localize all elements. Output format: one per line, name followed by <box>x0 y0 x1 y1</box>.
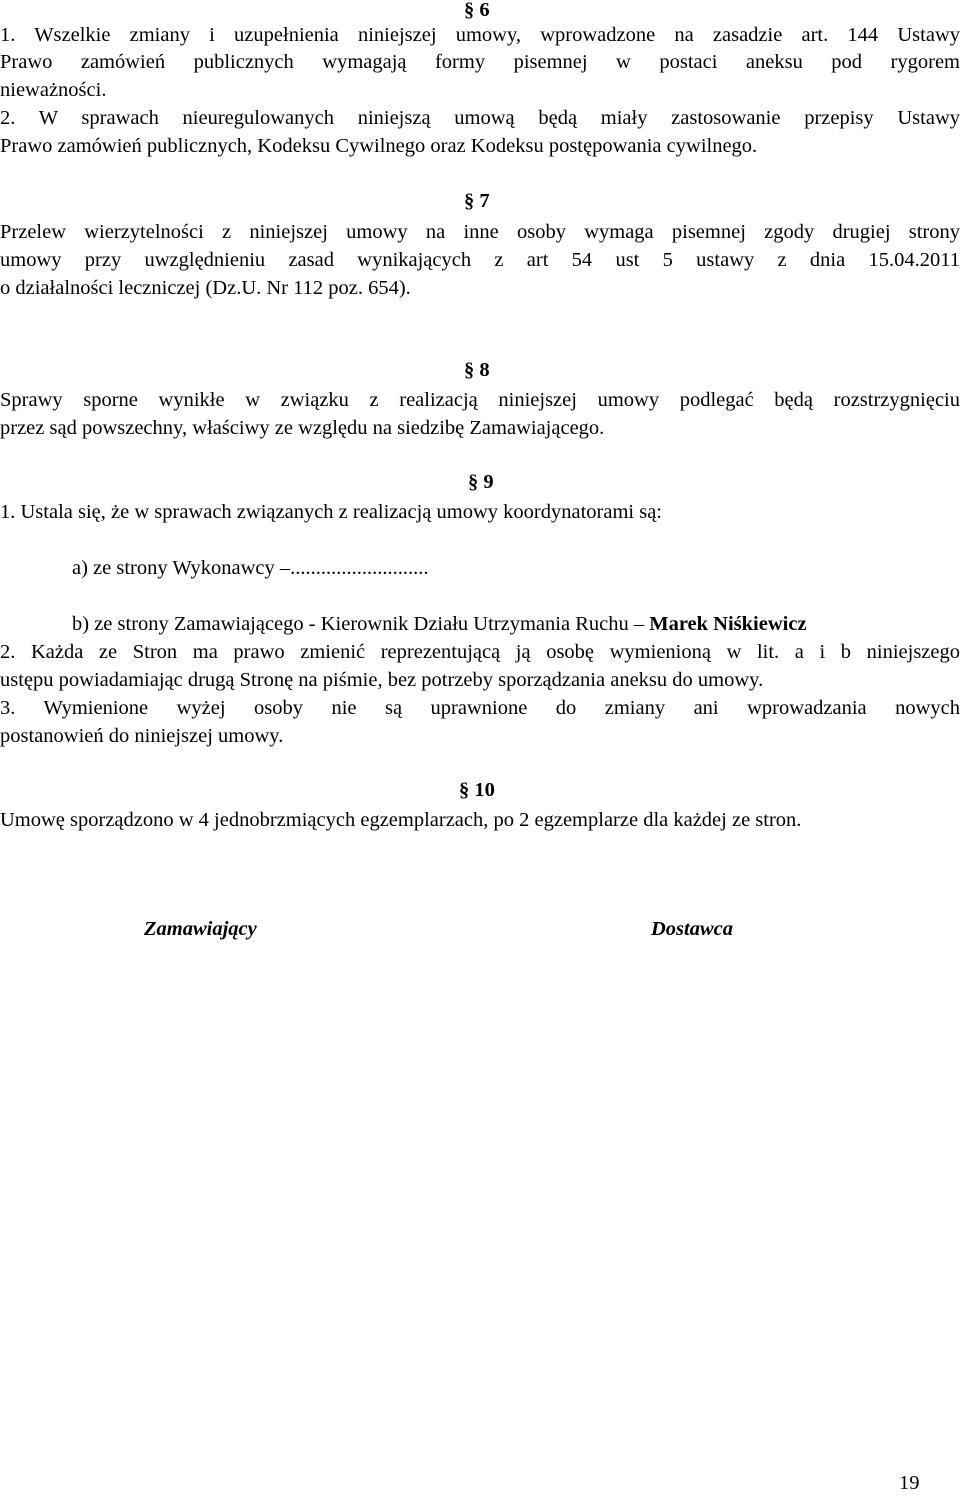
coordinator-name: Marek Niśkiewicz <box>649 613 807 635</box>
section-7-heading: § 7 <box>464 190 490 212</box>
section-9-point-2-line-2: ustępu powiadamiając drugą Stronę na piśmie, bez potrzeby sporządzania aneksu do umowy. <box>0 669 764 691</box>
section-6-point-1-line-2: Prawo zamówień publicznych wymagają formy pisemnej w postaci aneksu pod rygorem <box>0 51 960 73</box>
section-9-item-b <box>72 611 807 638</box>
section-6-point-2-line-2: Prawo zamówień publicznych, Kodeksu Cywilnego oraz Kodeksu postępowania cywilnego. <box>0 135 758 157</box>
page-number: 19 <box>899 1472 920 1494</box>
section-9-heading: § 9 <box>468 471 494 493</box>
section-6-point-1-line-1: 1. Wszelkie zmiany i uzupełnienia niniejszej umowy, wprowadzone na zasadzie art. 144 Ustawy <box>0 24 960 46</box>
section-9-point-1: 1. Ustala się, że w sprawach związanych z realizacją umowy koordynatorami są: <box>0 501 662 523</box>
section-8-heading: § 8 <box>464 359 490 381</box>
section-9-item-b-text: b) ze strony Zamawiającego - Kierownik Działu Utrzymania Ruchu – <box>72 613 650 635</box>
signature-supplier: Dostawca <box>651 918 733 940</box>
section-6-heading: § 6 <box>464 0 490 21</box>
section-9-point-3-line-2: postanowień do niniejszej umowy. <box>0 725 284 747</box>
section-7-line-3: o działalności leczniczej (Dz.U. Nr 112 poz. 654). <box>0 277 411 299</box>
section-9-point-2-line-1: 2. Każda ze Stron ma prawo zmienić reprezentującą ją osobę wymienioną w lit. a i b niniejszego <box>0 641 960 663</box>
section-9-point-3-line-1: 3. Wymienione wyżej osoby nie są uprawnione do zmiany ani wprowadzania nowych <box>0 697 960 719</box>
section-10-line-1: Umowę sporządzono w 4 jednobrzmiących egzemplarzach, po 2 egzemplarze dla każdej ze stron. <box>0 809 802 831</box>
section-7-line-1: Przelew wierzytelności z niniejszej umowy na inne osoby wymaga pisemnej zgody drugiej strony <box>0 221 960 243</box>
section-8-line-2: przez sąd powszechny, właściwy ze względu na siedzibę Zamawiającego. <box>0 417 605 439</box>
section-6-point-1-line-3: nieważności. <box>0 79 107 101</box>
signature-orderer: Zamawiający <box>144 918 257 940</box>
section-8-line-1: Sprawy sporne wynikłe w związku z realizacją niniejszej umowy podlegać będą rozstrzygnięciu <box>0 389 960 411</box>
section-9-item-a: a) ze strony Wykonawcy –........................... <box>72 557 429 579</box>
section-10-heading: § 10 <box>459 779 495 801</box>
section-6-point-2-line-1: 2. W sprawach nieuregulowanych niniejszą umową będą miały zastosowanie przepisy Ustawy <box>0 107 960 129</box>
section-7-line-2: umowy przy uwzględnieniu zasad wynikających z art 54 ust 5 ustawy z dnia 15.04.2011 <box>0 249 960 271</box>
